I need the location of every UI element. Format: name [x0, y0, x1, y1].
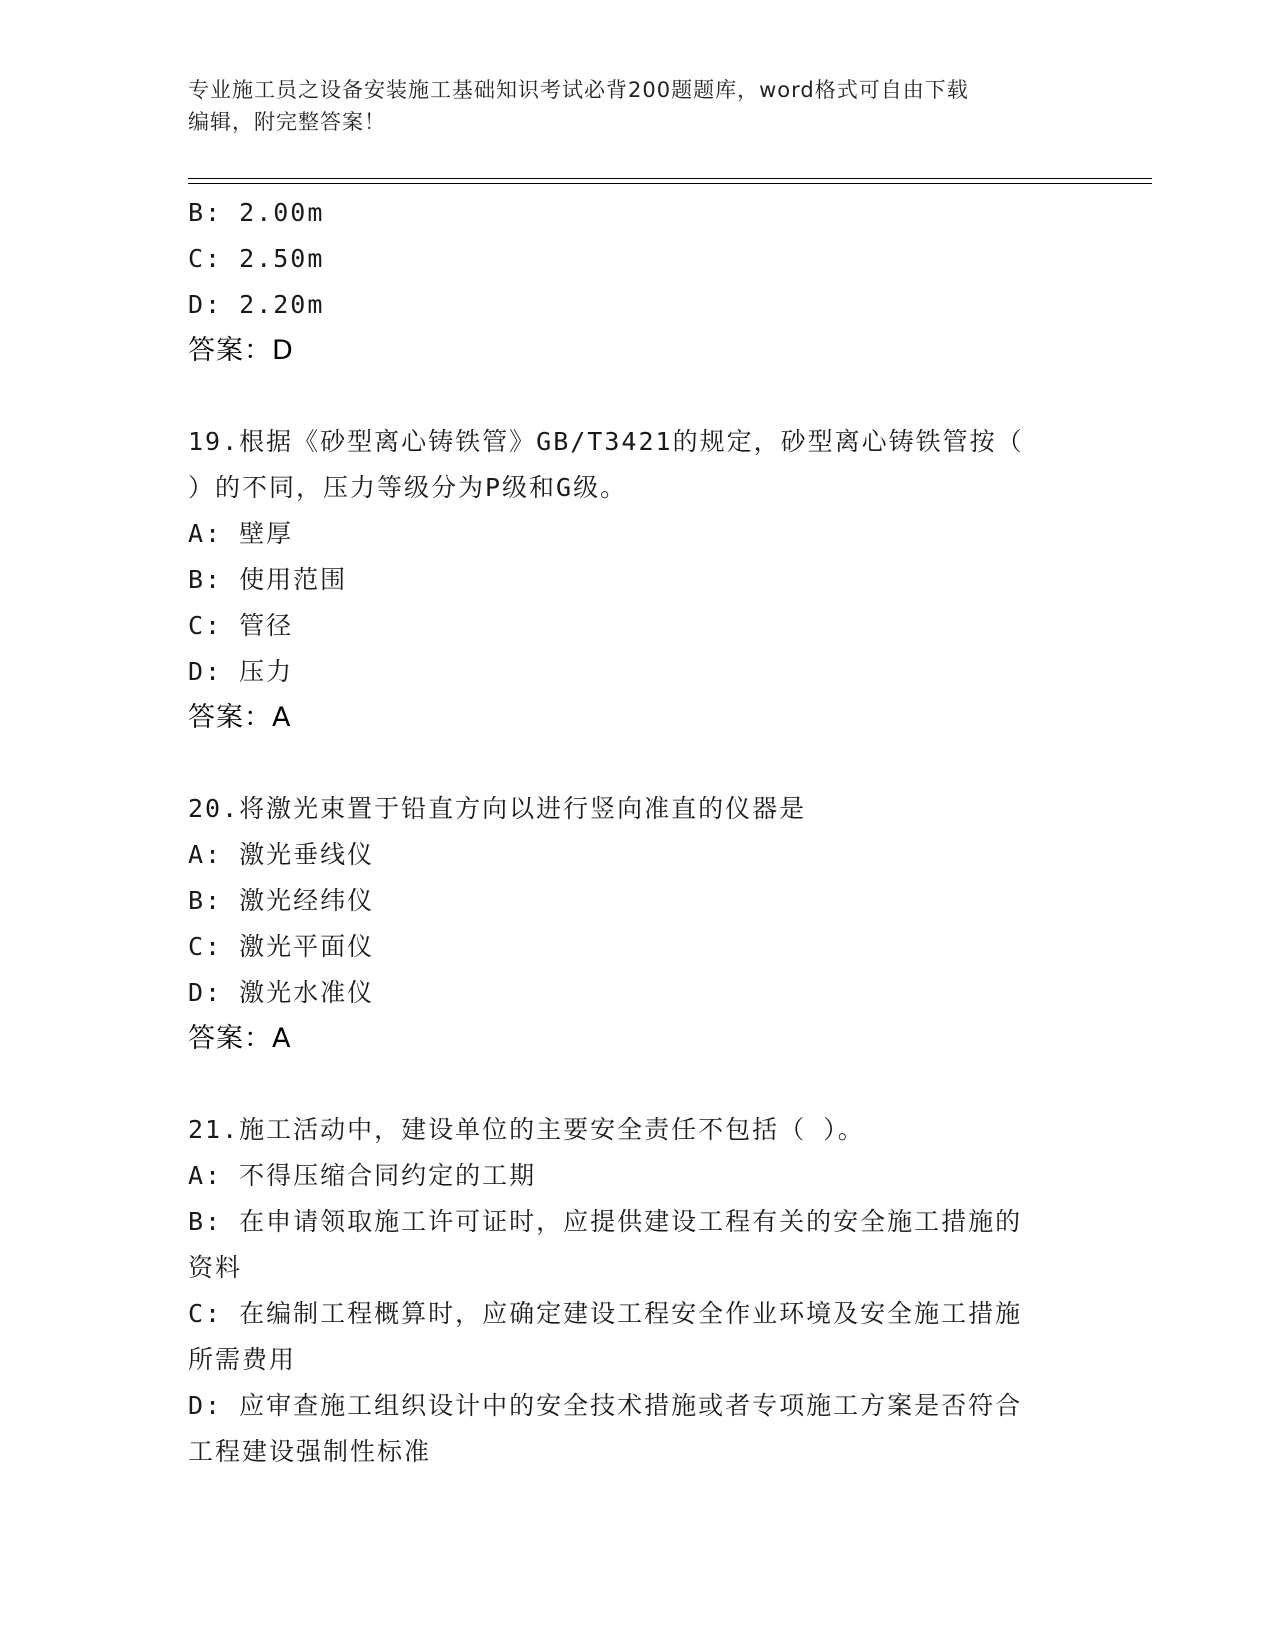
option-d: D: 压力: [188, 657, 294, 686]
answer-label: 答案：A: [188, 702, 292, 733]
spacer: [188, 741, 1088, 786]
question-20: [188, 786, 1088, 1062]
option-c: C: 在编制工程概算时，应确定建设工程安全作业环境及安全施工措施: [188, 1299, 1023, 1328]
option-b: B: 在申请领取施工许可证时，应提供建设工程有关的安全施工措施的: [188, 1207, 1023, 1236]
question-stem: 21.施工活动中，建设单位的主要安全责任不包括（ ）。: [188, 1115, 865, 1144]
header-divider-top: [188, 178, 1152, 179]
question-stem: 19.根据《砂型离心铸铁管》GB/T3421的规定，砂型离心铸铁管按（: [188, 427, 1024, 456]
option-d: D: 2.20m: [188, 290, 325, 319]
question-stem: 20.将激光束置于铅直方向以进行竖向准直的仪器是: [188, 794, 807, 823]
option-c: C: 2.50m: [188, 244, 325, 273]
answer-label: 答案：D: [188, 335, 294, 366]
document-header: [188, 74, 1088, 138]
option-b-cont: 资料: [188, 1253, 243, 1282]
option-c: C: 激光平面仪: [188, 932, 375, 961]
option-d: D: 应审查施工组织设计中的安全技术措施或者专项施工方案是否符合: [188, 1391, 1023, 1420]
question-18-tail: [188, 190, 1088, 374]
answer-label: 答案：A: [188, 1023, 292, 1054]
header-title-line2: 编辑，附完整答案！: [188, 110, 386, 134]
option-b: B: 2.00m: [188, 198, 325, 227]
spacer: [188, 1062, 1088, 1107]
spacer: [188, 374, 1088, 419]
question-19: [188, 419, 1088, 741]
option-b: B: 激光经纬仪: [188, 886, 375, 915]
option-c-cont: 所需费用: [188, 1345, 297, 1374]
option-a: A: 不得压缩合同约定的工期: [188, 1161, 537, 1190]
header-divider-bottom: [188, 183, 1152, 184]
question-21: [188, 1107, 1088, 1475]
option-d: D: 激光水准仪: [188, 978, 375, 1007]
option-b: B: 使用范围: [188, 565, 348, 594]
question-stem-cont: ）的不同，压力等级分为P级和G级。: [188, 473, 628, 502]
option-a: A: 壁厚: [188, 519, 294, 548]
question-content: [188, 190, 1088, 1475]
option-d-cont: 工程建设强制性标准: [188, 1437, 432, 1466]
header-title-line1: 专业施工员之设备安装施工基础知识考试必背200题题库，word格式可自由下载: [188, 78, 969, 102]
option-a: A: 激光垂线仪: [188, 840, 375, 869]
option-c: C: 管径: [188, 611, 294, 640]
